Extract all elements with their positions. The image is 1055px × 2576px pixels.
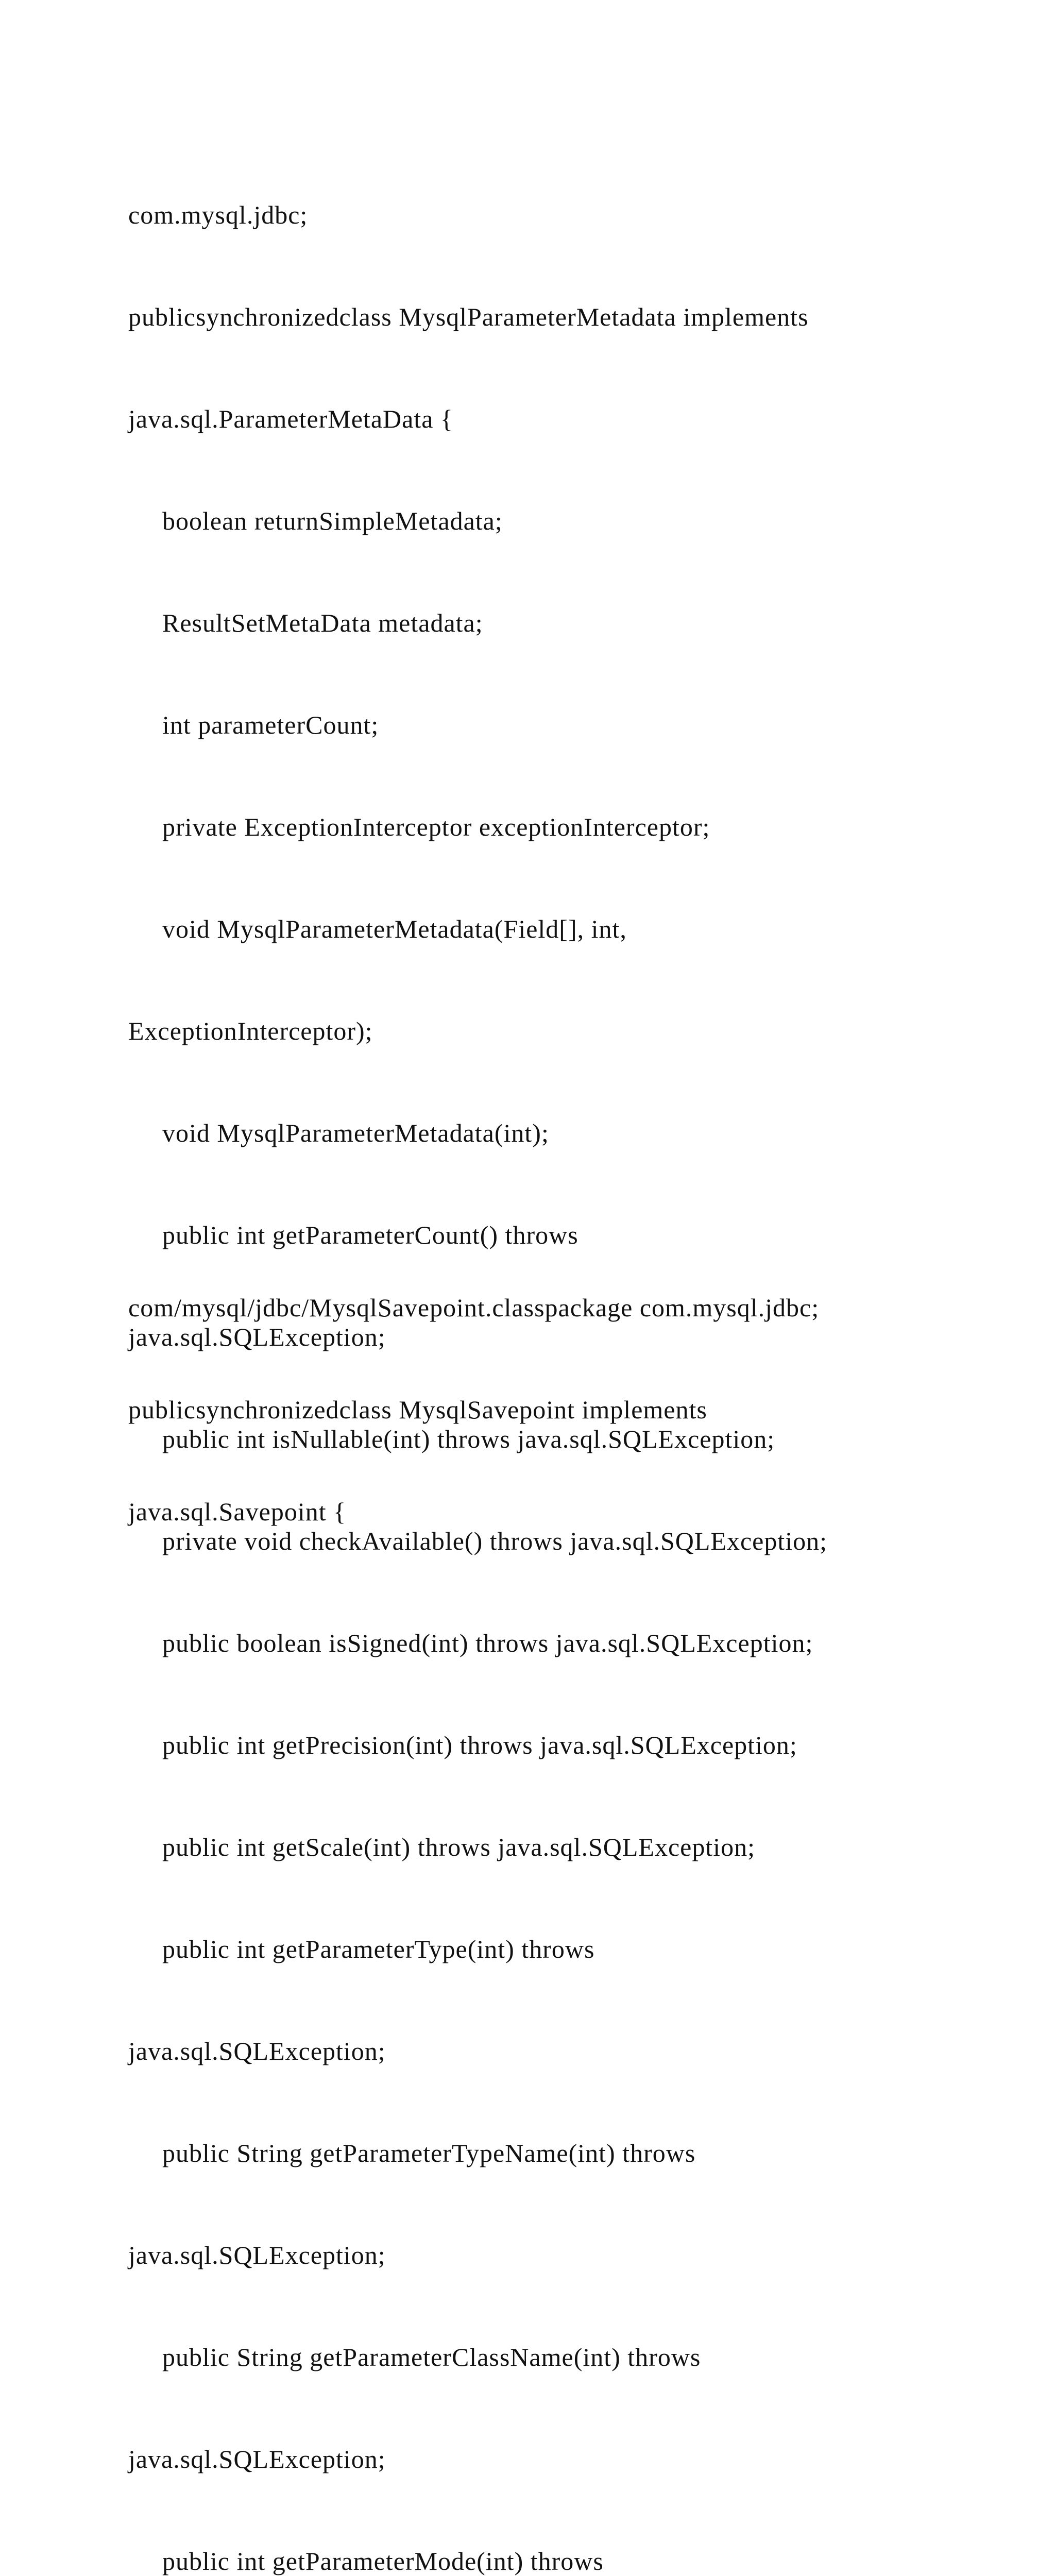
code-line: public boolean isSigned(int) throws java.sql.SQLException; [162, 1629, 813, 1657]
code-line: void MysqlParameterMetadata(int); [162, 1118, 549, 1147]
code-line: boolean returnSimpleMetadata; [162, 506, 503, 535]
code-block-savepoint [128, 1223, 819, 1597]
code-line: ExceptionInterceptor); [128, 1016, 373, 1045]
code-line: java.sql.Savepoint { [128, 1497, 347, 1526]
code-line: public int getParameterCount() throws [162, 1221, 578, 1249]
code-line: public int getParameterMode(int) throws [162, 2547, 604, 2575]
code-line: void MysqlParameterMetadata(Field[], int, [162, 914, 627, 943]
code-line: public int isNullable(int) throws java.sql.SQLException; [162, 1425, 775, 1453]
code-line: public int getParameterType(int) throws [162, 1935, 595, 1963]
code-line: public String getParameterTypeName(int) throws [162, 2139, 696, 2167]
code-line: publicsynchronizedclass MysqlSavepoint implements [128, 1395, 707, 1424]
code-line: java.sql.ParameterMetaData { [128, 404, 453, 433]
code-line: publicsynchronizedclass MysqlParameterMetadata implements [128, 302, 809, 331]
code-line: public String getParameterClassName(int) throws [162, 2343, 701, 2371]
code-line: java.sql.SQLException; [128, 1323, 386, 1351]
code-line: com.mysql.jdbc; [128, 200, 308, 229]
code-line: private ExceptionInterceptor exceptionInterceptor; [162, 812, 710, 841]
code-line: public int getPrecision(int) throws java.sql.SQLException; [162, 1731, 797, 1759]
code-line: int parameterCount; [162, 710, 379, 739]
code-line: private void checkAvailable() throws java.sql.SQLException; [162, 1527, 828, 1555]
code-line: java.sql.SQLException; [128, 2445, 386, 2473]
code-line: ResultSetMetaData metadata; [162, 608, 483, 637]
code-line: java.sql.SQLException; [128, 2037, 386, 2065]
code-line: public int getScale(int) throws java.sql.SQLException; [162, 1833, 755, 1861]
code-line: com/mysql/jdbc/MysqlSavepoint.classpackage com.mysql.jdbc; [128, 1293, 820, 1322]
code-line: java.sql.SQLException; [128, 2241, 386, 2269]
